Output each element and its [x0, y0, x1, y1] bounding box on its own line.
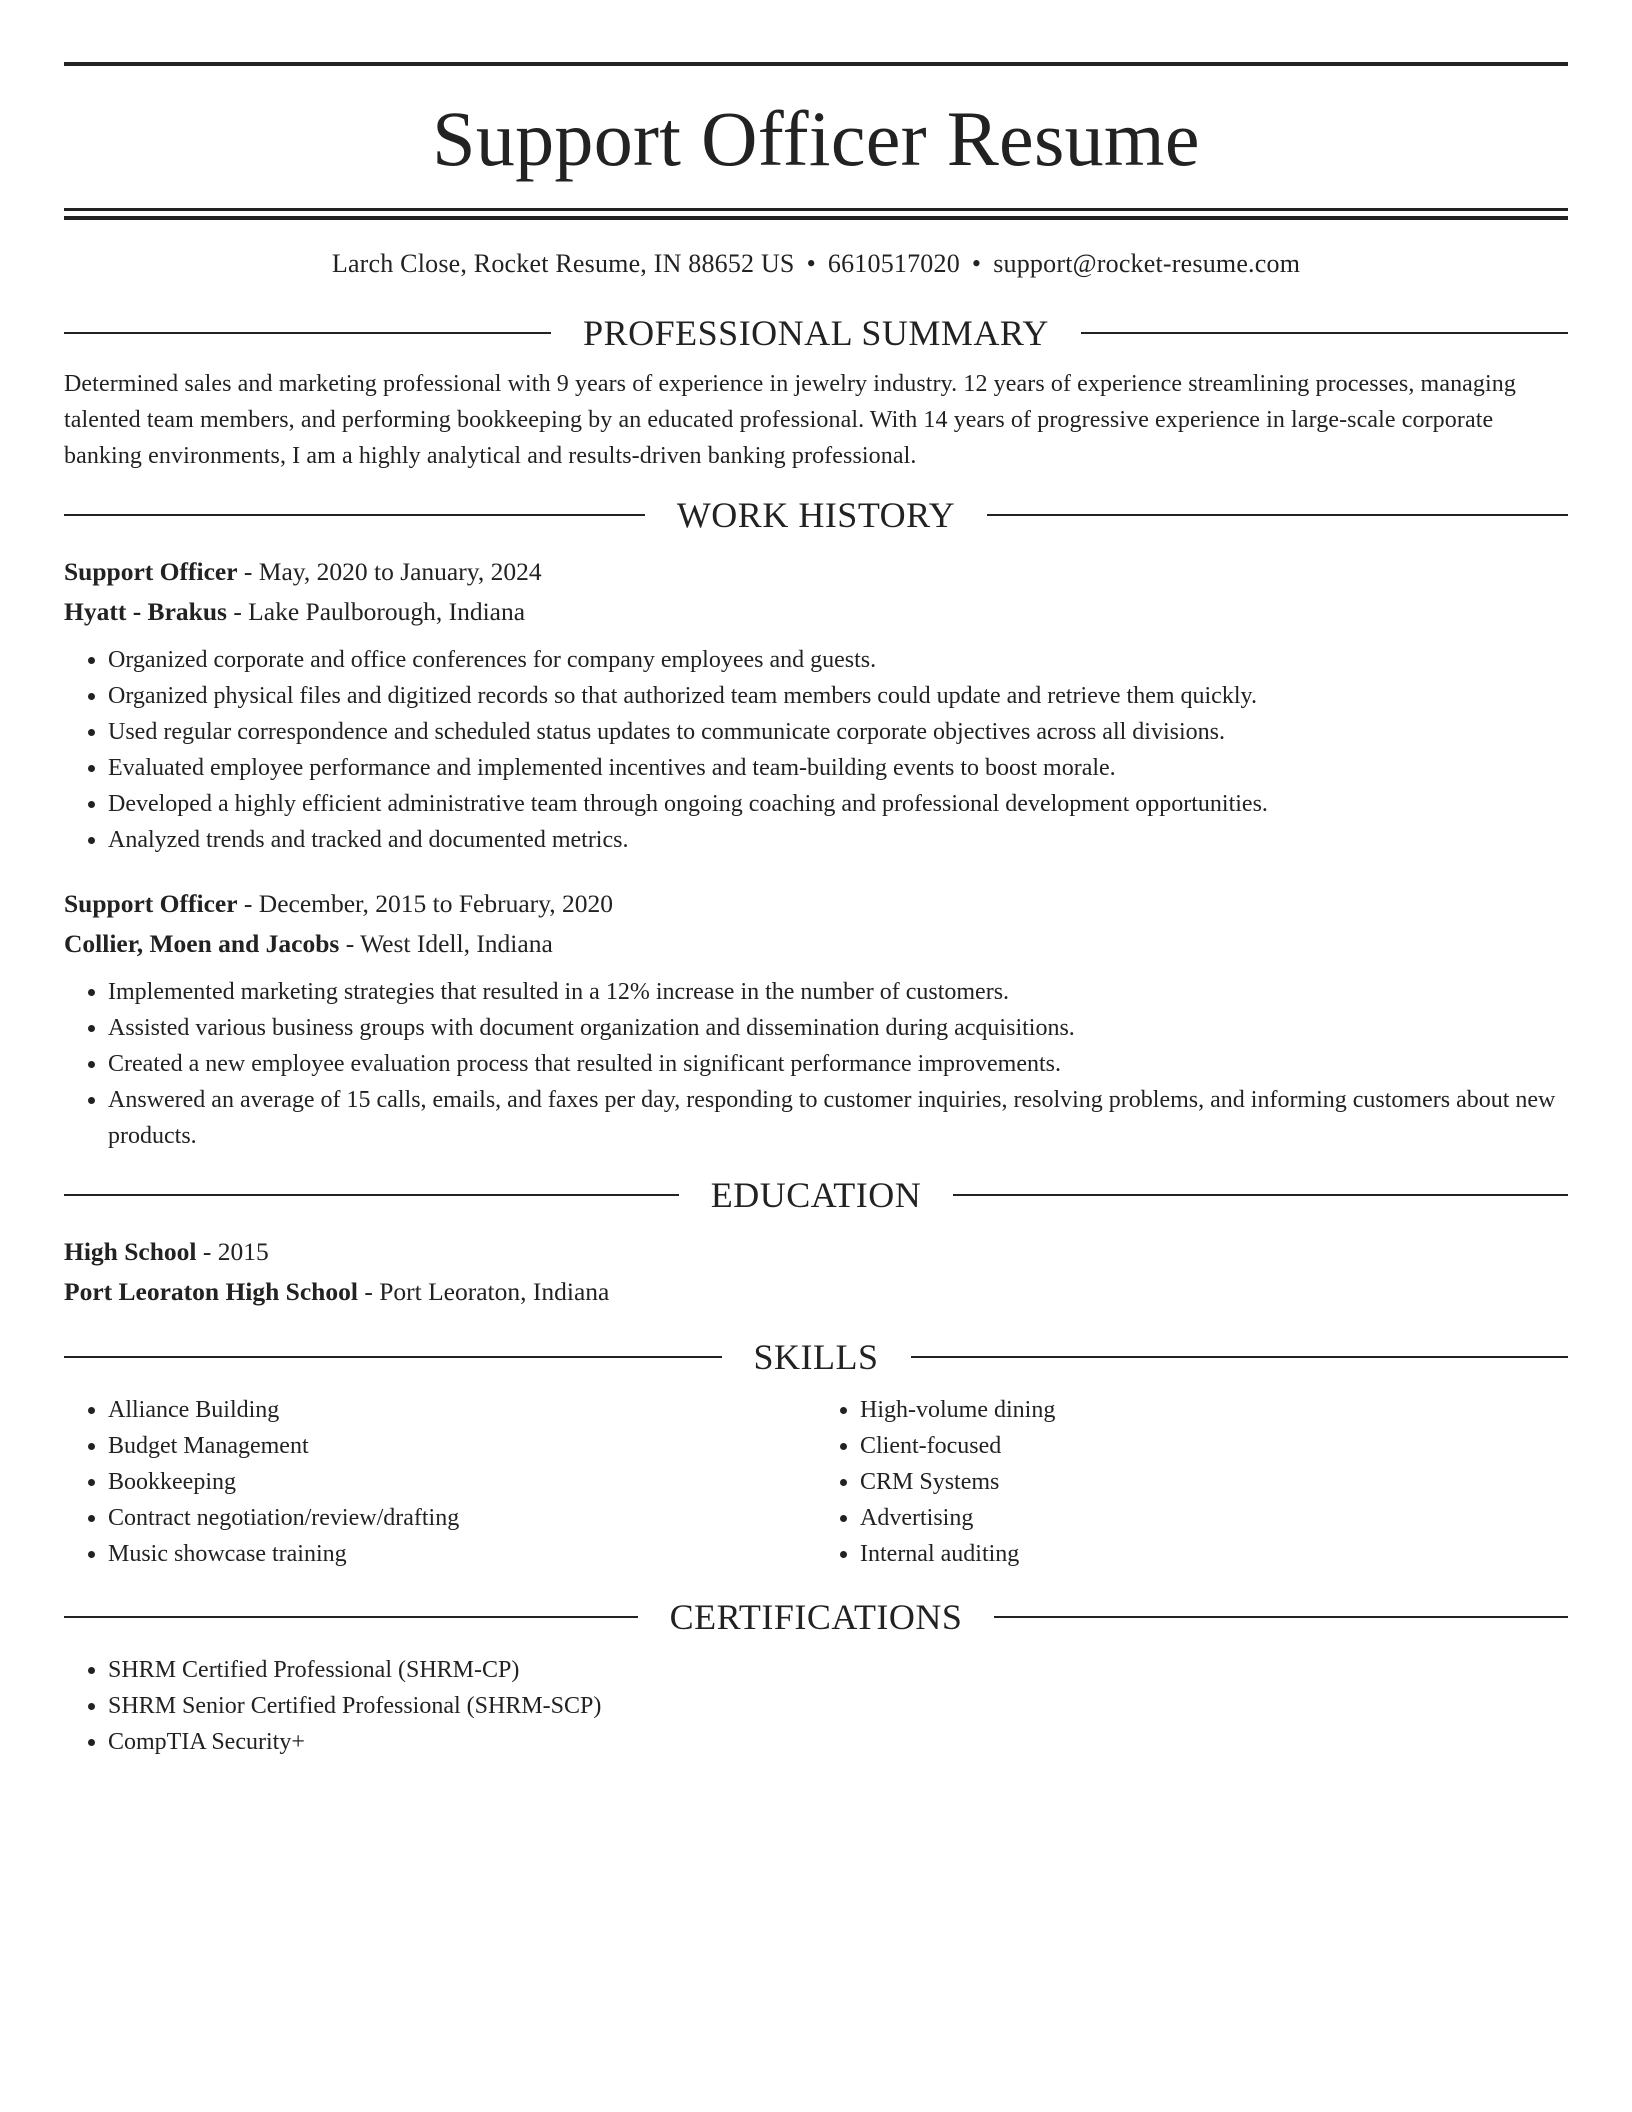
list-item: • Assisted various business groups with document organization and dissemination during acquisitions.: [108, 1010, 1568, 1046]
summary-heading: [64, 308, 1568, 358]
list-item: • Client-focused: [860, 1428, 1568, 1464]
job-entry: [64, 552, 1568, 858]
top-rule: [64, 62, 1568, 66]
education-entry: [64, 1232, 1568, 1312]
job-company: Hyatt - Brakus: [64, 597, 227, 626]
contact-separator: •: [971, 249, 982, 278]
list-item: • High-volume dining: [860, 1392, 1568, 1428]
list-item: • Answered an average of 15 calls, emails, and faxes per day, responding to customer inquiries, resolving problems, and informing customers about new products.: [108, 1082, 1568, 1154]
list-item: • Budget Management: [108, 1428, 816, 1464]
contact-line: [64, 246, 1568, 282]
list-item: • Developed a highly efficient administrative team through ongoing coaching and professional development opportunities.: [108, 786, 1568, 822]
education-location: - Port Leoraton, Indiana: [357, 1277, 610, 1306]
education-school: Port Leoraton High School: [64, 1277, 358, 1306]
summary-heading-label: PROFESSIONAL SUMMARY: [583, 313, 1049, 353]
certifications-heading: [64, 1592, 1568, 1642]
job-dates: - May, 2020 to January, 2024: [237, 557, 542, 586]
education-degree-line: [64, 1232, 1568, 1272]
education-degree: High School: [64, 1237, 197, 1266]
skills-right-column: [816, 1392, 1568, 1572]
job-entry: [64, 884, 1568, 1154]
list-item: • Advertising: [860, 1500, 1568, 1536]
list-item: • Alliance Building: [108, 1392, 816, 1428]
contact-email: support@rocket-resume.com: [993, 249, 1301, 278]
contact-address: Larch Close, Rocket Resume, IN 88652 US: [331, 249, 795, 278]
list-item: • Analyzed trends and tracked and documented metrics.: [108, 822, 1568, 858]
list-item: • Used regular correspondence and scheduled status updates to communicate corporate objectives across all divisions.: [108, 714, 1568, 750]
certifications-heading-label: CERTIFICATIONS: [669, 1597, 963, 1637]
list-item: • Organized corporate and office conferences for company employees and guests.: [108, 642, 1568, 678]
list-item: • CRM Systems: [860, 1464, 1568, 1500]
skills-grid: [64, 1392, 1568, 1572]
list-item: • Implemented marketing strategies that resulted in a 12% increase in the number of customers.: [108, 974, 1568, 1010]
list-item: • Music showcase training: [108, 1536, 816, 1572]
list-item: • Organized physical files and digitized records so that authorized team members could update and retrieve them quickly.: [108, 678, 1568, 714]
list-item: • Contract negotiation/review/drafting: [108, 1500, 816, 1536]
skills-heading-label: SKILLS: [753, 1337, 879, 1377]
heading-rule: [64, 1194, 679, 1196]
heading-rule: [64, 332, 551, 334]
heading-rule: [987, 514, 1568, 516]
work-heading: [64, 490, 1568, 540]
heading-rule: [911, 1356, 1569, 1358]
list-item: • Internal auditing: [860, 1536, 1568, 1572]
job-company: Collier, Moen and Jacobs: [64, 929, 340, 958]
job-title: Support Officer: [64, 889, 238, 918]
education-school-line: [64, 1272, 1568, 1312]
heading-rule: [1081, 332, 1568, 334]
resume-page: [64, 62, 1568, 1760]
job-location: - Lake Paulborough, Indiana: [226, 597, 526, 626]
skills-left-column: [64, 1392, 816, 1572]
heading-rule: [953, 1194, 1568, 1196]
heading-rule: [64, 1356, 722, 1358]
job-location: - West Idell, Indiana: [339, 929, 553, 958]
certifications-list: [64, 1652, 1568, 1760]
education-year: - 2015: [196, 1237, 269, 1266]
resume-title: Support Officer Resume: [432, 95, 1200, 182]
education-heading-label: EDUCATION: [710, 1175, 922, 1215]
job-title-line: [64, 552, 1568, 592]
list-item: • Created a new employee evaluation process that resulted in significant performance improvements.: [108, 1046, 1568, 1082]
list-item: • SHRM Certified Professional (SHRM-CP): [108, 1652, 1568, 1688]
job-company-line: [64, 592, 1568, 632]
heading-rule: [64, 514, 645, 516]
job-bullets: [64, 974, 1568, 1154]
summary-text: Determined sales and marketing professional with 9 years of experience in jewelry industry. 12 years of experience streamlining processes, managing talented team members, and performing bookkeeping by an educated professional. With 14 years of progressive experience in large-scale corporate banking environments, I am a highly analytical and results-driven banking professional.: [64, 371, 1516, 469]
title-rule-lower: [64, 216, 1568, 220]
work-heading-label: WORK HISTORY: [676, 495, 956, 535]
skills-heading: [64, 1332, 1568, 1382]
education-heading: [64, 1170, 1568, 1220]
list-item: • CompTIA Security+: [108, 1724, 1568, 1760]
contact-separator: •: [806, 249, 816, 278]
contact-phone: 6610517020: [827, 249, 960, 278]
job-company-line: [64, 924, 1568, 964]
job-dates: - December, 2015 to February, 2020: [237, 889, 613, 918]
list-item: • SHRM Senior Certified Professional (SHRM-SCP): [108, 1688, 1568, 1724]
title-rule-upper: [64, 208, 1568, 211]
heading-rule: [64, 1616, 638, 1618]
list-item: • Evaluated employee performance and implemented incentives and team-building events to boost morale.: [108, 750, 1568, 786]
job-title: Support Officer: [64, 557, 238, 586]
list-item: • Bookkeeping: [108, 1464, 816, 1500]
job-bullets: [64, 642, 1568, 858]
heading-rule: [994, 1616, 1568, 1618]
job-title-line: [64, 884, 1568, 924]
